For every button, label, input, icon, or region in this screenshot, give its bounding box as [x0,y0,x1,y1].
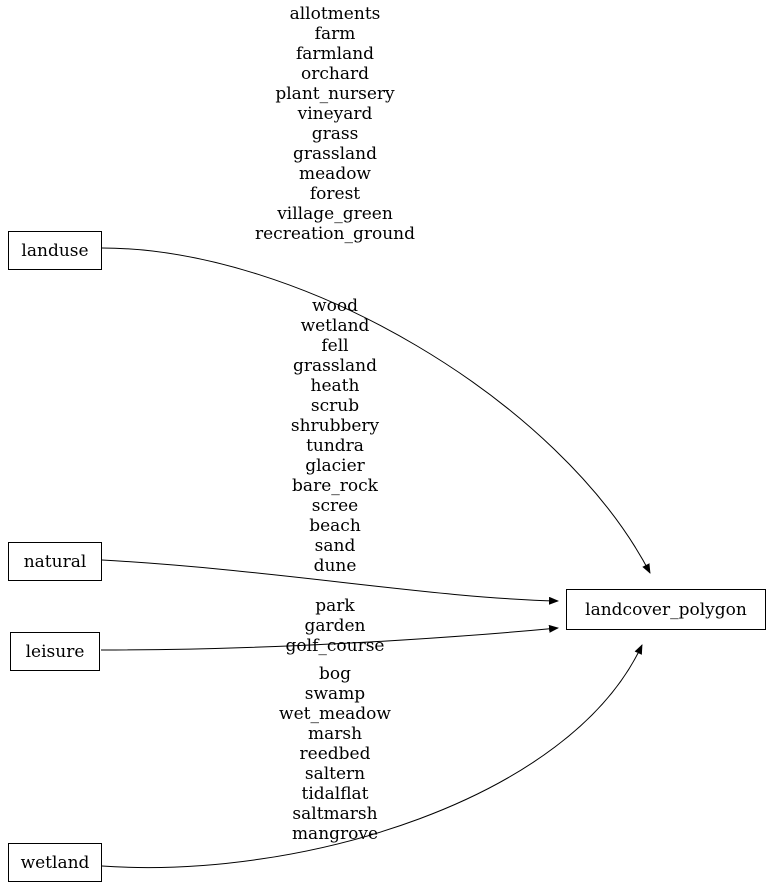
edge-label-value: wetland [300,316,370,336]
edge-label-value: dune [313,556,357,576]
edge-label-value: grassland [293,356,377,376]
edge-label-value: beach [309,516,361,536]
edge-label-value: saltern [304,764,366,784]
edge-label-value: glacier [305,456,365,476]
node-leisure[interactable] [10,632,100,671]
edge-label-value: plant_nursery [275,84,395,104]
node-natural-label: natural [23,551,87,572]
node-wetland[interactable] [8,843,102,882]
edge-labels-natural [246,296,424,576]
edge-label-value: farm [314,24,356,44]
edge-label-value: swamp [304,684,366,704]
edge-label-value: heath [310,376,360,396]
node-landcover-polygon-label: landcover_polygon [585,599,747,620]
edge-labels-landuse [246,4,424,244]
edge-label-value: allotments [289,4,381,24]
edge-label-value: scree [311,496,359,516]
edge-label-value: fell [321,336,349,356]
edge-label-value: scrub [310,396,360,416]
node-landcover-polygon[interactable] [566,589,766,630]
edge-label-value: reedbed [299,744,371,764]
edge-label-value: village_green [277,204,393,224]
edge-label-value: park [315,596,355,616]
node-natural[interactable] [8,542,102,581]
edge-label-value: forest [309,184,361,204]
edge-labels-leisure [246,596,424,656]
node-landuse-label: landuse [21,240,89,261]
edge-label-value: tidalflat [301,784,369,804]
edge-label-value: bare_rock [292,476,378,496]
edge-label-value: wet_meadow [279,704,391,724]
node-landuse[interactable] [8,231,102,270]
edge-label-value: grassland [293,144,377,164]
edge-label-value: orchard [301,64,369,84]
edge-label-value: shrubbery [290,416,380,436]
edge-label-value: sand [314,536,356,556]
edge-label-value: golf_course [285,636,385,656]
edge-label-value: farmland [295,44,375,64]
edge-label-value: bog [319,664,351,684]
edge-label-value: wood [312,296,358,316]
edge-label-value: mangrove [291,824,379,844]
edge-label-value: vineyard [297,104,373,124]
edge-label-value: recreation_ground [254,224,415,244]
edge-label-value: meadow [299,164,371,184]
edge-label-value: grass [311,124,359,144]
edge-label-value: garden [304,616,366,636]
edge-labels-wetland [246,664,424,844]
edge-label-value: marsh [307,724,363,744]
edge-label-value: tundra [306,436,364,456]
node-wetland-label: wetland [20,852,90,873]
edge-label-value: saltmarsh [292,804,378,824]
node-leisure-label: leisure [25,641,85,662]
